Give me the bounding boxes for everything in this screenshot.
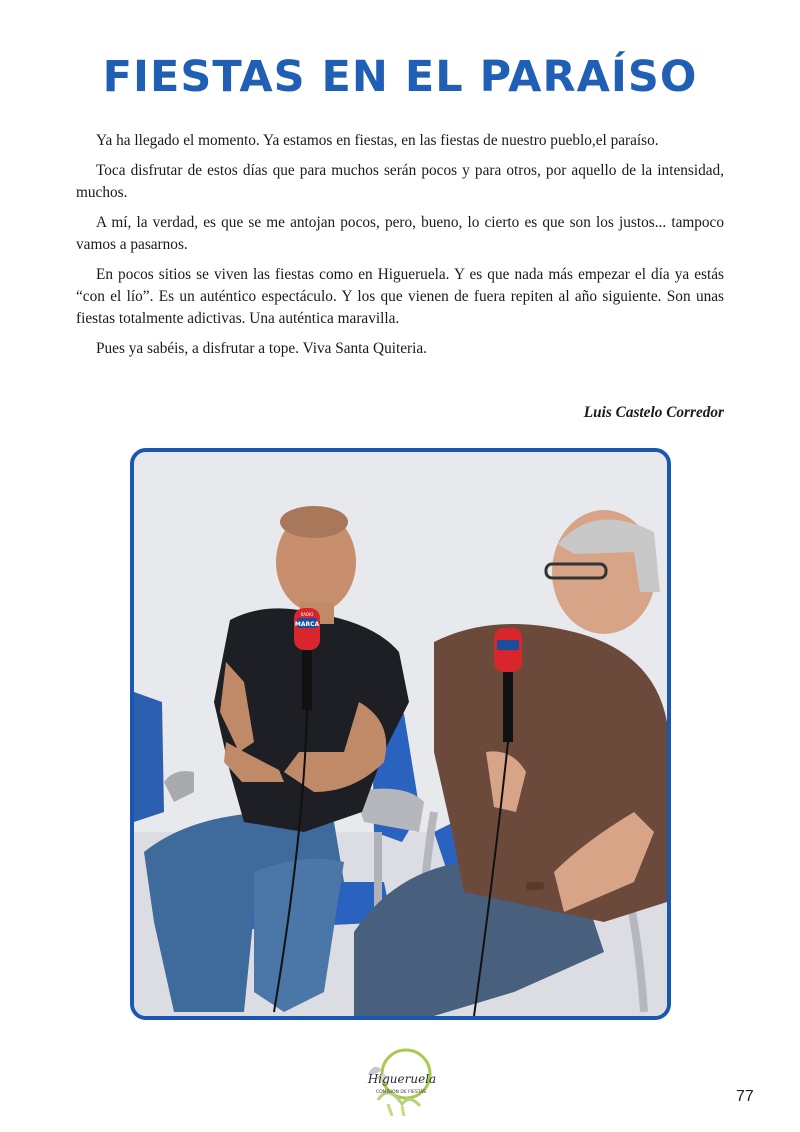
article-paragraph: En pocos sitios se viven las fiestas como en Higueruela. Y es que nada más empezar el día ya estás “con el lío”. Es un auténtico espectáculo. Y los que vienen de fuera repiten al año siguiente. Son unas fiestas totalmente adictivas. Una auténtica maravilla. [76, 266, 724, 327]
article-title: FIESTAS EN EL PARAÍSO [102, 52, 698, 102]
article-paragraph: Toca disfrutar de estos días que para muchos serán pocos y para otros, por aquello de la intensidad, muchos. [76, 162, 724, 201]
interview-photo-illustration [134, 452, 667, 1016]
article-author: Luis Castelo Corredor [583, 404, 724, 421]
mic-brand-label: MARCA [294, 621, 320, 628]
article-paragraph: A mí, la verdad, es que se me antojan pocos, pero, bueno, lo cierto es que son los justos... tampoco vamos a pasarnos. [76, 214, 724, 253]
logo-text: Higueruela [367, 1072, 437, 1086]
article-paragraph: Ya ha llegado el momento. Ya estamos en fiestas, en las fiestas de nuestro pueblo,el paraíso. [96, 132, 659, 149]
article-body [76, 130, 724, 368]
mic-brand-top-label: RADIO [300, 612, 314, 617]
logo-subtext: COMISIÓN DE FIESTAS [375, 1090, 427, 1095]
higueruela-logo [358, 1044, 444, 1116]
interview-photo [130, 448, 671, 1020]
page-number: 77 [736, 1088, 754, 1105]
article-paragraph: Pues ya sabéis, a disfrutar a tope. Viva Santa Quiteria. [96, 340, 427, 357]
